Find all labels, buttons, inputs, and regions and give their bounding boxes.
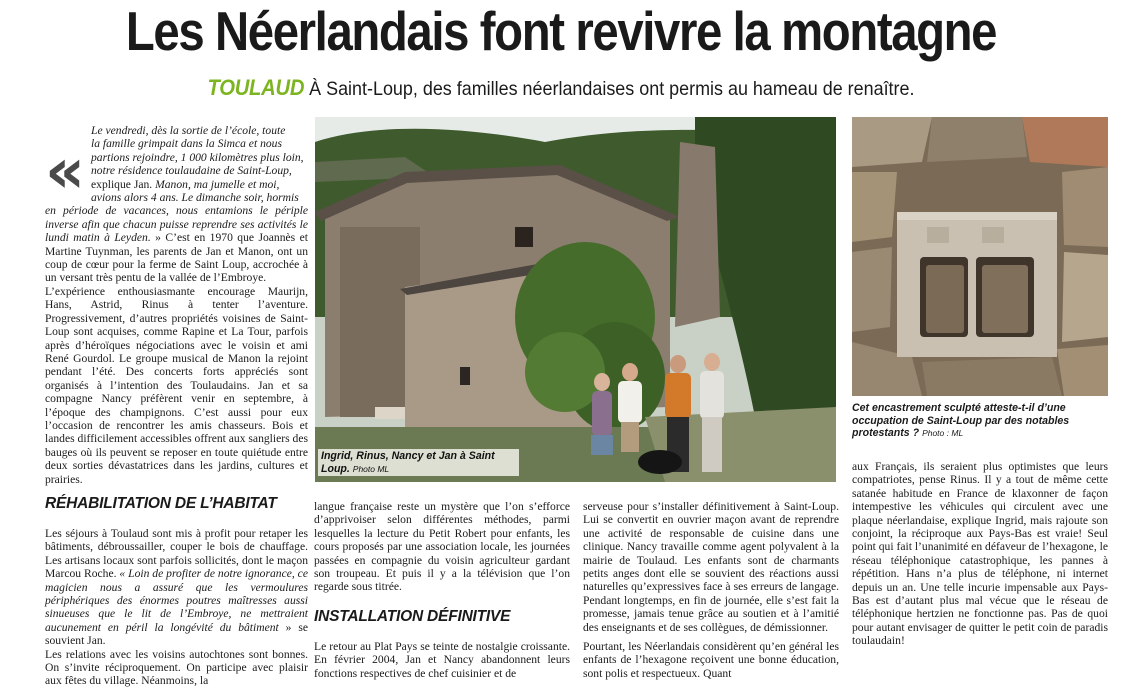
intro-quote-line: la famille grimpait dans la Simca et nous	[91, 137, 282, 151]
section-title-rehabilitation: RÉHABILITATION DE L’HABITAT	[45, 495, 277, 512]
section1-text: Les séjours à Toulaud sont mis à profit pour retaper les bâtiments, débroussailler, couper le bois de chauffage. Les artisans locaux sont parfois sollicités, dont le maçon Marcou Roche.	[45, 527, 308, 581]
col2-paragraph: langue française reste un mystère que l’on s’efforce d’apprivoiser selon différentes méthodes, parmi lesquelles la lecture du Petit Robert pour enfants, les cours proposés par une association locale, les journées passées en compagnie du voisin agriculteur gardant son troupeau. Et puis il y a la télévision que l’on regarde sous titrée.	[314, 500, 570, 594]
quote-mark-icon: «	[45, 134, 86, 207]
intro-paragraph: L’expérience enthousiasmante encourage Maurijn, Hans, Astrid, Rinus à tenter l’aventure. Progressivement, d’autres propriétés voisines de Saint-Loup sont acquises, comme Rapine et La Tour, parfois après d’héroïques négociations avec le voisin et ami René Gourdol. Le groupe musical de Manon la rejoint pendant l’été. Des concerts forts appréciés sont organisés à l’intention des Toulaudains. Jan et sa compagne Nancy préfèrent venir en septembre, à l’époque des champignons. C’est aussi pour eux l’occasion de rencontrer les amis chasseurs. Bois et landes difficilement accessibles offrent aux sangliers des bauges où ils peuvent se reposer en toute quiétude entre deux sorties dévastatrices dans les jardins, cultures et prairies.	[45, 284, 308, 486]
intro-quote-rest: en période de vacances, nous entamions le périple inverse afin que chacun puisse reprendre ses activités le lundi matin à Leyden.	[45, 204, 308, 245]
subheadline-text: À Saint-Loup, des familles néerlandaises ont permis au hameau de renaître.	[309, 78, 915, 100]
col4-paragraph: aux Français, ils seraient plus optimistes que leurs compatriotes, pense Rinus. Il y a tout de même cette satanée habitude en France de klaxonner de façon intempestive les véhicules qui circulent avec une plaque néerlandaise, explique Ingrid, mais rajoute son conjoint, la réciproque aux Pays-Bas est vraie! Seul point qui fait l’unanimité en défaveur de l’hexagone, le réseau téléphonique catastrophique, les pannes à répétition. Hans n’a plus de téléphone, ni internet depuis un an. Une telle incurie impensable aux Pays-Bas est d’autant plus mal vécue que le réseau de téléphonique hertzien ne fonctionne pas. Pas de quoi pour autant envisager de quitter le petit coin de paradis toulaudain!	[852, 460, 1108, 648]
intro-quote-text: Manon, ma jumelle et moi,	[155, 177, 280, 191]
stone-niche-illustration	[852, 117, 1108, 396]
photo-stone-niche	[852, 117, 1108, 396]
photo1-caption-text: Ingrid, Rinus, Nancy et Jan à Saint Loup.	[321, 450, 495, 475]
section1-quote: « Loin de profiter de notre ignorance, ce magicien nous a assuré que les vermoulures périphériques des énormes poutres maîtresses aussi sinueuses que le lit de l’Embroye, ne mettraient aucunement en péril la longévité du bâtiment	[45, 567, 308, 634]
col3-paragraph-2: Pourtant, les Néerlandais considèrent qu’en général les enfants de l’hexagone reçoivent une bonne éducation, sont polis et respectueux. Quant	[583, 640, 839, 680]
photo1-caption	[318, 449, 519, 476]
intro-quote-line: avions alors 4 ans. Le dimanche soir, hormis	[91, 191, 299, 205]
subheadline	[45, 74, 1077, 103]
intro-quote-line	[45, 178, 308, 191]
photo2-credit: Photo : ML	[922, 428, 964, 439]
section1-body	[45, 527, 308, 688]
col3-paragraph: serveuse pour s’installer définitivement à Saint-Loup. Lui se convertit en ouvrier maçon avant de reprendre une activité de responsable de cuisine dans une clinique. Nancy travaille comme agent polyvalent à la mairie de Toulaud. Les enfants sont de charmants petits anges dont elle se souvient des réactions aussi naturelles qu’expressives face à ses erreurs de langage. Pendant longtemps, en fin de journée, elle s’est fait la promesse, jamais tenue grâce au soutien et à l’amitié des enseignants et de ses collègues, de démissionner.	[583, 500, 839, 634]
intro-quote-line: notre résidence toulaudaine de Saint-Loup,	[91, 164, 292, 178]
intro-quote-body	[45, 204, 308, 284]
intro-quote-line: partions rejoindre, 1 000 kilomètres plus loin,	[91, 150, 304, 164]
intro-quote-attrib: explique Jan.	[91, 177, 153, 191]
section1-paragraph: Les relations avec les voisins autochtones sont bonnes. On s’invite réciproquement. On participe avec plaisir aux fêtes du village. Néanmoins, la	[45, 647, 308, 688]
section1-quote-end: » se souvient Jan.	[45, 620, 308, 648]
section1-paragraph	[45, 527, 308, 648]
kicker: TOULAUD	[207, 75, 305, 100]
headline: Les Néerlandais font revivre la montagne	[125, 0, 997, 62]
house-photo-illustration	[315, 117, 836, 482]
section-title-installation: INSTALLATION DÉFINITIVE	[314, 608, 511, 625]
photo2-caption-text: Cet encastrement sculpté atteste-t-il d’une occupation de Saint-Loup par des notables protestants ?	[852, 402, 1070, 440]
intro-quote-tail: » C’est en 1970 que Joannès et Martine Tuynman, les parents de Jan et Manon, ont un coup de cœur pour la ferme de Saint Loup, accrochée à un versant très pentu de la vallée de l’Embroye.	[45, 231, 308, 285]
col2-paragraph-2: Le retour au Plat Pays se teinte de nostalgie croissante. En février 2004, Jan et Nancy abandonnent leurs fonctions respectives de chef cuisinier et de	[314, 640, 570, 680]
photo-family-house	[315, 117, 836, 482]
photo1-credit: Photo ML	[352, 463, 390, 474]
intro-column	[45, 124, 308, 486]
intro-quote-line: Le vendredi, dès la sortie de l’école, toute	[91, 124, 286, 137]
photo2-caption	[852, 402, 1108, 440]
